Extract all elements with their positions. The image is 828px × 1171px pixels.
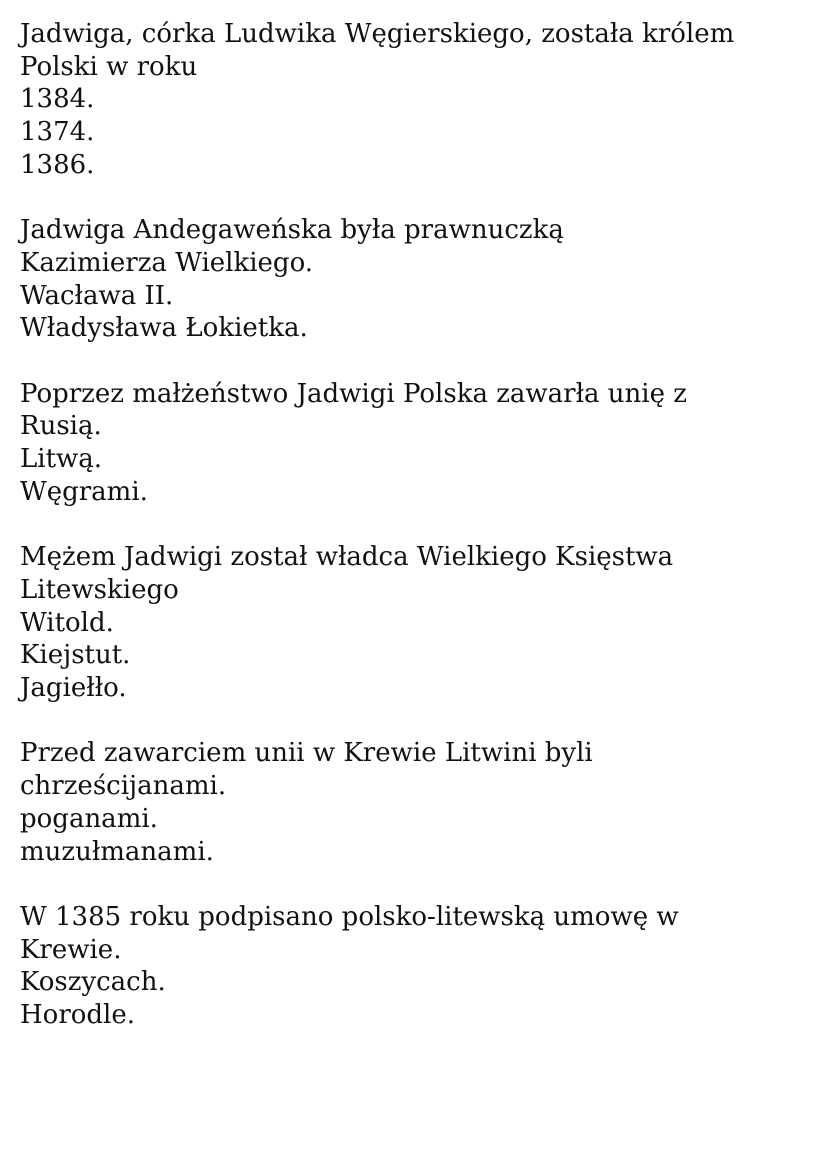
question-text: Poprzez małżeństwo Jadwigi Polska zawarła unię z [20, 378, 687, 409]
question-text: Przed zawarciem unii w Krewie Litwini byli [20, 738, 593, 769]
question-text: Mężem Jadwigi został władca Wielkiego Księstwa Litewskiego [20, 542, 674, 605]
answer-option: Horodle. [20, 1000, 136, 1031]
answer-option: muzułmanami. [20, 836, 214, 867]
answer-option: chrześcijanami. [20, 771, 227, 802]
answer-option: Litwą. [20, 444, 103, 475]
answer-option: Witold. [20, 607, 114, 638]
answer-option: Koszycach. [20, 967, 166, 998]
answer-option: Władysława Łokietka. [20, 313, 308, 344]
question-2 [20, 214, 810, 345]
question-6 [20, 901, 810, 1032]
question-5 [20, 737, 810, 868]
answer-option: 1374. [20, 117, 95, 148]
question-1 [20, 18, 810, 182]
answer-option: Kiejstut. [20, 640, 131, 671]
answer-option: 1386. [20, 149, 95, 180]
answer-option: Wacława II. [20, 280, 174, 311]
question-3 [20, 378, 810, 509]
answer-option: Kazimierza Wielkiego. [20, 247, 314, 278]
question-text: W 1385 roku podpisano polsko-litewską umowę w [20, 901, 679, 932]
answer-option: 1384. [20, 84, 95, 115]
answer-option: Krewie. [20, 934, 122, 965]
question-4 [20, 541, 810, 705]
answer-option: poganami. [20, 803, 158, 834]
question-text: Jadwiga Andegaweńska była prawnuczką [20, 215, 564, 246]
answer-option: Jagiełło. [20, 673, 127, 704]
answer-option: Węgrami. [20, 476, 148, 507]
question-text: Jadwiga, córka Ludwika Węgierskiego, została królem Polski w roku [20, 19, 735, 82]
quiz-document [20, 18, 810, 1064]
answer-option: Rusią. [20, 411, 102, 442]
